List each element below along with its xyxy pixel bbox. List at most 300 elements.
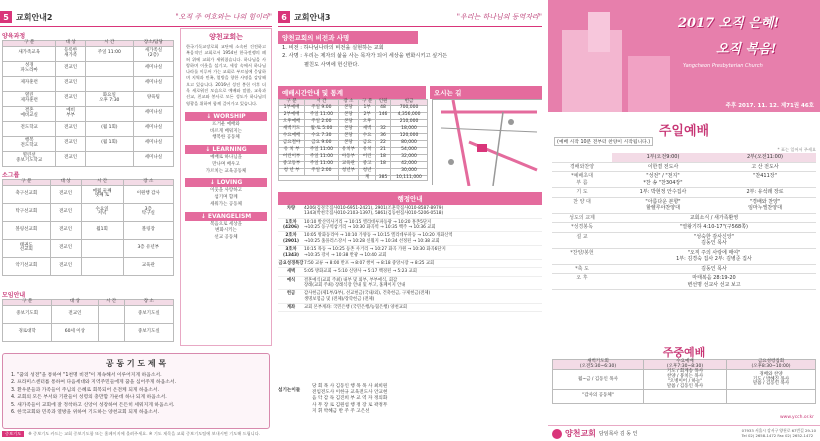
church-name: 양천교회 [565, 429, 596, 438]
staff-line: 전임전도사 이한규 교육전도사 안교현 [312, 390, 388, 396]
table-header-cell: 장 소 [123, 180, 173, 186]
staff-line: 음 악 감 독 김진희 부 교 역 자 정의화 [312, 396, 388, 402]
table-cell: 30,000 [391, 168, 428, 175]
admin-row [278, 290, 542, 304]
order-label: 기 도 [552, 188, 612, 198]
admin-value: 5:05 방화교회 → 5:10 신양사 → 5:17 백경된 → 5:23 교회 [304, 269, 417, 275]
vision-line: 1. 비전 : 하나님나라의 비전을 실현하는 교회 [282, 45, 384, 51]
table-cell: (월 1회) [85, 121, 133, 136]
table-cell: 계 [359, 175, 376, 181]
table-header-cell: 시 간 [98, 300, 124, 306]
header-rule [0, 26, 272, 27]
order-label: 찬 양 대 [552, 198, 612, 214]
building-tower [588, 12, 610, 52]
order-value: 마태복음 28:19-20 변선명 선교사 선교 보고 [612, 274, 816, 290]
staff-block [278, 384, 542, 415]
table-cell: 볼링선교회 [3, 221, 51, 239]
table-cell: 청년부 [338, 168, 359, 175]
table-cell: 중고등부 [279, 161, 305, 168]
order-value: "오직 주의 사랑에 매여" 1부: 김경숙 집사 2부: 김병준 집사 [612, 249, 816, 265]
page-motto: "우리는 하나님의 동역자라" [456, 13, 542, 21]
table-cell: 세미나실 [133, 121, 173, 136]
table-cell: 유 치 부 [279, 147, 305, 154]
order-value: "경배와 찬양" 임마누엘찬양대 [714, 198, 816, 214]
page-header [278, 8, 542, 26]
order-header-cell: 2부(오전11:00) [714, 153, 816, 163]
admin-row [278, 304, 542, 312]
table-cell: 악기선교회 [3, 257, 51, 275]
admin-row [278, 205, 542, 219]
table-cell: 80,000 [391, 140, 428, 147]
table-cell [85, 151, 133, 166]
table-header-cell: 인원 [376, 100, 391, 106]
prayer-item: 6. 한국교회와 민족과 열방을 위하여 기도하는 양천교회 되게 하옵소서. [11, 410, 160, 416]
table-cell: 18,000 [391, 126, 428, 133]
table-cell: 1부예배 [279, 105, 305, 112]
table-row [3, 239, 174, 257]
table-cell: 행복 전도학교 [3, 136, 56, 151]
table-cell: 월~금 / 김동인 목사 [553, 370, 644, 390]
order-label: 성도의 교제 [552, 214, 612, 224]
table-cell: 전교인 [56, 136, 85, 151]
table-header-cell: 시 간 [81, 180, 123, 186]
table-cell: 아동부 [338, 154, 359, 161]
church-logo-icon [552, 429, 562, 439]
training-table [2, 40, 174, 167]
table-cell [85, 106, 133, 121]
map-drawing [433, 100, 543, 186]
value-title: ↓ LEARNING [185, 145, 267, 154]
order-value: 이한결 전도사 [612, 163, 714, 173]
yang-title: 양천교회는 [209, 33, 243, 41]
table-cell: 새가족교육 [3, 46, 56, 61]
page-title: 교회안내3 [294, 12, 331, 22]
table-cell: 18 [376, 161, 391, 168]
table-cell: 중보기도실 [124, 305, 173, 323]
table-header-cell: 금요성령집회 (오후8:30~10:00) [727, 360, 816, 370]
table-row [553, 390, 816, 404]
prayer-item: 1. "꿈의 성전"을 통하여 "1천명 비전"이 계속해서 이루어지게 하옵소서. [11, 373, 162, 378]
table-cell: 32 [376, 126, 391, 133]
order-value: "찬411장" [714, 172, 816, 188]
table-cell: 탁구선교회 [3, 203, 51, 221]
table-row [3, 76, 174, 91]
table-cell: 예비 부부 [56, 106, 85, 121]
table-cell: 주일 11:00 [305, 112, 338, 119]
worship-stats-bar: 예배시간안내 및 통계 [278, 86, 426, 99]
section-title: 모임안내 [2, 292, 26, 299]
table-cell: 새벽기도 [279, 126, 305, 133]
table-header-cell: 장 소 [124, 300, 173, 306]
table-cell: 이원행 감사 [123, 185, 173, 203]
table-cell: (월 1회) [85, 136, 133, 151]
admin-label: 차량 [286, 206, 296, 211]
table-cell: 18 [376, 154, 391, 161]
table-cell: 월-토 5:00 [305, 126, 338, 133]
vision-line: 펼친도 사역에 헌신한다. [304, 61, 360, 68]
section-title: 양육과정 [2, 33, 26, 40]
vision-text [282, 44, 538, 69]
table-cell: 본당 [338, 119, 359, 126]
page-header [0, 8, 272, 26]
table-cell: 중보기도실 [124, 323, 173, 341]
admin-label: 계좌 [286, 305, 296, 311]
cover-headline-1: 2017 오직 은혜! [678, 16, 780, 31]
sunday-note: (예배 시작 10분 전부터 찬양이 시작됩니다.) [554, 137, 653, 146]
table-cell: 42,000 [391, 161, 428, 168]
table-cell: 본당 [338, 140, 359, 147]
table-cell: "감사의 공동체" [553, 390, 644, 404]
table-cell: 청년 [359, 168, 376, 175]
admin-bar: 행정안내 [278, 192, 542, 205]
table-cell: 210,000 [391, 119, 428, 126]
yangcheon-church-box [180, 28, 272, 346]
church-address: 07933 서울시 강서구 양천로 67번길 29-10 Tel 02) 2658-1472 Fax 02) 2652-1472 [741, 427, 816, 438]
worship-stats-table [278, 99, 428, 181]
table-cell: 월1회 [81, 221, 123, 239]
table-cell [727, 390, 816, 404]
table-cell: 전도학교 [3, 121, 56, 136]
table-cell: 경배와 찬양 기도 / 박혜진 목사 말씀 / 김동인 목사 [727, 370, 816, 390]
order-value: "성숙한 감사신앙" 김동인 목사 [612, 233, 816, 249]
order-label: 경배와찬양 [552, 163, 612, 173]
value-title: ↓ LOVING [185, 178, 267, 187]
value-title: ↓ EVANGELISM [185, 212, 267, 221]
order-label: *찬양/봉헌 [552, 249, 612, 265]
staff-line: 지 휘 박혜금 반 주 주 고은선 [312, 408, 370, 414]
table-cell: 수요 7:30 [305, 133, 338, 140]
vision-line: 2. 사명 : 우리는 제자의 삶을 사는 목자가 되어 세상을 변화시키고 싶거든 [282, 53, 448, 60]
order-value: 김동인 목사 [612, 265, 816, 275]
table-cell: 4,356,000 [391, 112, 428, 119]
table-cell: 전교인 [52, 305, 98, 323]
table-cell: 등록한 새가족 [56, 46, 85, 61]
table-cell: 수요일 저녁 [81, 203, 123, 221]
table-cell: 700,000 [391, 105, 428, 112]
order-value: 고 산 전도사 [714, 163, 816, 173]
table-cell: 제자훈련 [3, 76, 56, 91]
table-row [553, 370, 816, 390]
stand-note: * 표는 일어서 주세요 [777, 147, 816, 152]
admin-label: 헌금 [286, 291, 296, 297]
table-cell: 54,000 [391, 147, 428, 154]
table-cell: 본당 [338, 112, 359, 119]
table-cell: 교육관 [123, 257, 173, 275]
table-header-cell: 대 상 [50, 180, 81, 186]
meeting-table [2, 299, 174, 342]
order-value: "열왕기하 4:10-17"(구568쪽) [612, 223, 816, 233]
table-cell: 2부예배 [279, 112, 305, 119]
table-cell: 어린 [359, 154, 376, 161]
admin-label: 새벽 [286, 269, 296, 275]
table-cell: 볼링장 [123, 221, 173, 239]
table-cell [81, 257, 123, 275]
table-cell [85, 61, 133, 76]
admin-value: 10:05 방화동리아 → 10:10 가양동 → 10:15 엘리데루파동 → 10:20 개화산역 →10:25 홈플러스강서 → 10:28 신월지 → 10:34 선정된 → 10:38 교회 [304, 233, 453, 244]
admin-row [278, 260, 542, 268]
admin-value: 결혼예식(교회 주최) 내부 및 외부, 부부예식, 회갑 장례(교회 주최) 장례식장 안내 및 부고, 홈페이지 안내 [304, 277, 406, 288]
page-5 [0, 0, 272, 441]
table-cell: 전교인 [50, 203, 81, 221]
table-cell: 385 [376, 175, 391, 181]
table-cell: 중보기도회 [3, 305, 52, 323]
table-cell: 10,111,000 [391, 175, 428, 181]
table-cell [98, 305, 124, 323]
table-header-cell: 장소/담당 [133, 41, 173, 47]
table-cell: 주일 2:00 [305, 119, 338, 126]
value-title: ↓ WORSHIP [185, 112, 267, 121]
table-header-cell: 구 분 [3, 300, 52, 306]
order-label: 오 후 [552, 274, 612, 290]
issue-date: 주후 2017. 11. 12. 제71권 46호 [725, 103, 814, 109]
table-cell [643, 390, 726, 404]
order-label: *축 도 [552, 265, 612, 275]
table-header-cell: 장 소 [338, 100, 359, 106]
table-cell: 21 [376, 147, 391, 154]
admin-label: 예식 [286, 277, 296, 283]
table-row [3, 305, 174, 323]
table-row [3, 203, 174, 221]
admin-row [278, 219, 542, 233]
order-value: 교회소식 / 새가족환영 [612, 214, 816, 224]
table-cell: 전교인 [56, 91, 85, 106]
table-cell: 세미나실 [133, 106, 173, 121]
table-cell: 축구선교회 [3, 185, 51, 203]
cover-headline-2: 오직 복음! [716, 42, 777, 57]
admin-value: 10:10 발산역사거리 → 10:15 엘리데루파동광 → 10:20 홍촌5단지 →10:25 동구역삼거리 → 10:30 화곡역 → 10:35 백주 → 10:36 교회 [304, 219, 436, 231]
cover-sub: Yangcheon Presbyterian Church [683, 63, 763, 69]
prayer-item: 5. 새가족들이 교회에 잘 정착하고 신앙이 성장하여 든든히 세워지게 하옵소서. [11, 402, 175, 408]
table-cell: 32,000 [391, 154, 428, 161]
table-cell: 세미나실 [133, 61, 173, 76]
sunday-order [552, 153, 816, 290]
table-cell: 60세 이상 [52, 323, 98, 341]
admin-value: 교회 본부계좌: 국민은행 (국민은행/농협은행) 양천교회 [304, 305, 408, 311]
admin-label: 금요성경특강 [278, 260, 304, 266]
map-bar: 오시는 길 [430, 86, 542, 99]
table-cell: 열린선 중보기도학교 [3, 151, 56, 166]
table-cell: 어린이부 [279, 154, 305, 161]
table-cell: 주일 2:00 [305, 168, 338, 175]
table-cell [98, 323, 124, 341]
table-cell: 경로대학 [3, 323, 52, 341]
table-header-cell: 구 분 [359, 100, 376, 106]
admin-row [278, 232, 542, 246]
table-header-cell: 구 분 [3, 180, 51, 186]
prayer-item: 2. 프라미스센터를 통하여 다음세대와 지역주민들에게 꿈을 심어주게 하옵소서. [11, 380, 177, 386]
table-header-cell: 구 분 [279, 100, 305, 106]
table-row [3, 221, 174, 239]
table-row [3, 121, 174, 136]
pastor-name: 담임목사 김 동 인 [598, 431, 638, 437]
admin-row [278, 246, 542, 260]
table-cell: 1부 [359, 105, 376, 112]
page-6 [278, 0, 542, 441]
table-header-cell: 대 상 [56, 41, 85, 47]
table-cell: 오후 [359, 119, 376, 126]
table-row [3, 91, 174, 106]
order-value: 1부: 박현정 안수집사 [612, 188, 714, 198]
section-title: 소그룹 [2, 172, 20, 179]
header-rule [278, 26, 542, 27]
table-header-cell: 시 간 [305, 100, 338, 106]
table-cell: 전교인 [56, 121, 85, 136]
order-value: "성전" / "천지" *찬 송 "찬304장" [612, 172, 714, 188]
page-number: 6 [278, 11, 290, 23]
table-header-cell: 대 상 [52, 300, 98, 306]
staff-list [312, 384, 387, 415]
table-cell: 세미나실 [133, 76, 173, 91]
table-cell: 양육팀 [133, 91, 173, 106]
table-total-row [279, 175, 428, 181]
table-cell: 36 [376, 133, 391, 140]
table-cell: 유치부 [338, 147, 359, 154]
table-cell: 전교인 [50, 185, 81, 203]
table-cell: 금요 [359, 140, 376, 147]
table-cell: 세미나실 [133, 151, 173, 166]
table-cell: 주일 9:00 [305, 105, 338, 112]
table-row [3, 106, 174, 121]
value-text: 이웃을 사랑하고 섬기며 함께 세워가는 공동체 [210, 188, 242, 207]
table-cell: 성경 파노라마 [3, 61, 56, 76]
cover-banner [548, 0, 820, 112]
location-map [432, 99, 542, 185]
table-cell: 전교인 [50, 239, 81, 257]
order-header-cell [552, 153, 612, 163]
table-cell: 전교인 [50, 221, 81, 239]
table-cell: 120,000 [391, 133, 428, 140]
table-cell: 본당 [338, 105, 359, 112]
page-motto: "오직 주 여호와는 나의 힘이라" [175, 13, 272, 21]
footer-text: ※ 중보기도 카드는 교회 중보기도함 또는 홈페이지에 올려주세요. ※ 기도 제목을 교회 중보기도팀에 보내시면 기도해 드립니다. [28, 431, 261, 436]
prayer-list [3, 372, 269, 417]
table-header-cell: 헌금 [391, 100, 428, 106]
prayer-title: 공 동 기 도 제 목 [105, 359, 167, 368]
table-cell: 기도 / 회계송 목사 찬양 / 뭉치는 목사 "오병이어 / 하늘" 말씀 / 김동인 목사 [643, 370, 726, 390]
table-cell: 새벽 [359, 126, 376, 133]
page-number: 5 [0, 11, 12, 23]
table-row [3, 185, 174, 203]
table-cell: 금요철야 [279, 140, 305, 147]
table-cell: 주일 11:00 [85, 46, 133, 61]
table-cell: 교육관 [338, 161, 359, 168]
table-cell: 주일 11:00 [305, 161, 338, 168]
order-label: 설 교 [552, 233, 612, 249]
value-text: 복음으로 세상을 변화시키는 선교 공동체 [210, 221, 242, 241]
table-header-cell: 시 간 [85, 41, 133, 47]
admin-value: 4206(김경국집사010-6951-2421), 2901(조훈학집사010-8587-8979) 1343(박천국집사010-2103-1397), 5861(김동현집사010-5206-0518) [304, 206, 444, 217]
table-cell: 수요예배 [279, 133, 305, 140]
table-cell: 유치 [359, 147, 376, 154]
footer-note [2, 431, 260, 437]
table-cell: 3층 탁구실 [123, 203, 173, 221]
church-footer [548, 425, 820, 441]
table-cell: 전교인 [56, 151, 85, 166]
core-values [181, 112, 271, 242]
table-cell: 결혼 예비교실 [3, 106, 56, 121]
table-cell: 전교인 [56, 61, 85, 76]
prayer-item: 3. 환우분들과 가족들이 주님의 은혜로 회복되어 온전케 되게 하옵소서. [11, 387, 160, 393]
table-cell: 3층 유년부 [123, 239, 173, 257]
staff-line: 사 무 장 로 김원섭 행 정 장 로 곽정무 [312, 402, 388, 408]
admin-label: 2호차 (2901) [283, 233, 299, 244]
table-cell: 오후예배 [279, 119, 305, 126]
table-cell: 새가족실 (2층) [133, 46, 173, 61]
table-cell: 주일 11:00 [305, 154, 338, 161]
table-row [3, 151, 174, 166]
table-cell: 청 년 부 [279, 168, 305, 175]
table-row [3, 136, 174, 151]
admin-label: 3호차 (1343) [283, 247, 299, 258]
table-cell: 금요 9:00 [305, 140, 338, 147]
table-row [3, 257, 174, 275]
footer-tag: 중보기도 [2, 431, 24, 437]
table-cell: 본당 [338, 133, 359, 140]
vision-bar: 양천교회의 비전과 사명 [278, 31, 418, 44]
order-value: 2부: 유석래 장로 [714, 188, 816, 198]
yang-body: 한국기독교장로회 교단에 소속된 건전하고 복음적인 교회로서 1954년 한국전쟁의 폐허 위에 교회가 세워졌습니다. 하나님을 사랑하며 이웃을 섬기고, 세상 속에서 하나님 나라를 이루어 가는 교회로 부르심에 응답하며 지역과 민족, 열방을 향한 사명을 감당해 오고 있습니다. 2016년 성전 봉헌 이후 더욱 새로워진 모습으로 예배와 말씀, 교육과 선교, 친교와 봉사로 모든 성도가 하나님의 영광을 위하여 함께 걸어가고 있습니다. [186, 44, 266, 106]
prayer-box [2, 353, 270, 429]
table-cell: 전교인 [56, 76, 85, 91]
weekly-table [552, 359, 816, 404]
table-cell: 146 [376, 112, 391, 119]
admin-value: 감사헌금(제1부/3부), 선교헌금(국내/외), 건축헌금, 구제헌금(전체) 생명보험금 및 (전체)/장학헌금 (전체) [304, 291, 431, 302]
table-cell: 본당 [338, 126, 359, 133]
table-cell: 열린 제자훈련 [3, 91, 56, 106]
value-text: 뜨거운 예배와 바르게 배워지는 행복한 공동체 [210, 121, 242, 141]
table-cell: 48 [376, 105, 391, 112]
table-cell: 매월 둘째 넷째 토 [81, 185, 123, 203]
table-cell [81, 239, 123, 257]
staff-line: 당 회 목 사 김동인 행 목 목 사 최희원 [312, 384, 388, 389]
table-cell: 세미나실 [133, 136, 173, 151]
table-cell: 화요일 오후 7:30 [85, 91, 133, 106]
website-url[interactable]: www.ycch.or.kr [779, 415, 814, 420]
table-header-cell: 수요예배 (오후7:30~8:30) [643, 360, 726, 370]
admin-row [278, 268, 542, 276]
table-row [3, 61, 174, 76]
table-cell: 태권도 선교회 [3, 239, 51, 257]
order-header-cell: 1부(오전9:00) [612, 153, 714, 163]
table-header-cell: 구 분 [3, 41, 56, 47]
weekly-worship-title: 주중예배 [662, 346, 706, 359]
table-cell: 22 [376, 140, 391, 147]
admin-value: 7:50 교류 → 8:00 반포 → 8:07 쌍이 → 8:18 중앙시장 → 8:25 교회 [304, 260, 435, 266]
table-cell [338, 175, 359, 181]
sunday-worship-title: 주일예배 [658, 124, 710, 139]
table-cell [279, 175, 339, 181]
order-value: "아름다운 본향" 할렐루야찬양대 [612, 198, 714, 214]
table-cell: 2부 [359, 112, 376, 119]
staff-label: 섬기는이들 [278, 388, 301, 393]
prayer-item: 4. 교회의 모든 부서와 기관들이 성령의 충만함 가운데 하나 되게 하옵소서. [11, 395, 167, 401]
cover-page [548, 0, 820, 441]
table-cell: 주일 11:00 [305, 147, 338, 154]
value-text: 예배로 하나님을 만나며 배우고 가르치는 교육공동체 [205, 155, 247, 174]
table-cell [85, 76, 133, 91]
smallgroup-table [2, 179, 174, 276]
order-label: *성경봉독 [552, 223, 612, 233]
table-header-cell: 새벽기도회 (오전5:30~6:30) [553, 360, 644, 370]
table-row [3, 323, 174, 341]
page-title: 교회안내2 [16, 12, 53, 22]
admin-value: 10:15 목동 → 10:25 등촌 사거리 → 10:27 화곡 가원 → 10:30 화곡6단지 →10:35 강서 → 10:38 반광 → 10:40 교회 [304, 247, 446, 258]
admin-label: 1호차 (4206) [283, 219, 299, 231]
order-label: *예배초대 부 름 [552, 172, 612, 188]
admin-list [278, 205, 542, 312]
table-cell: 중고 [359, 161, 376, 168]
building-wing [628, 56, 670, 112]
